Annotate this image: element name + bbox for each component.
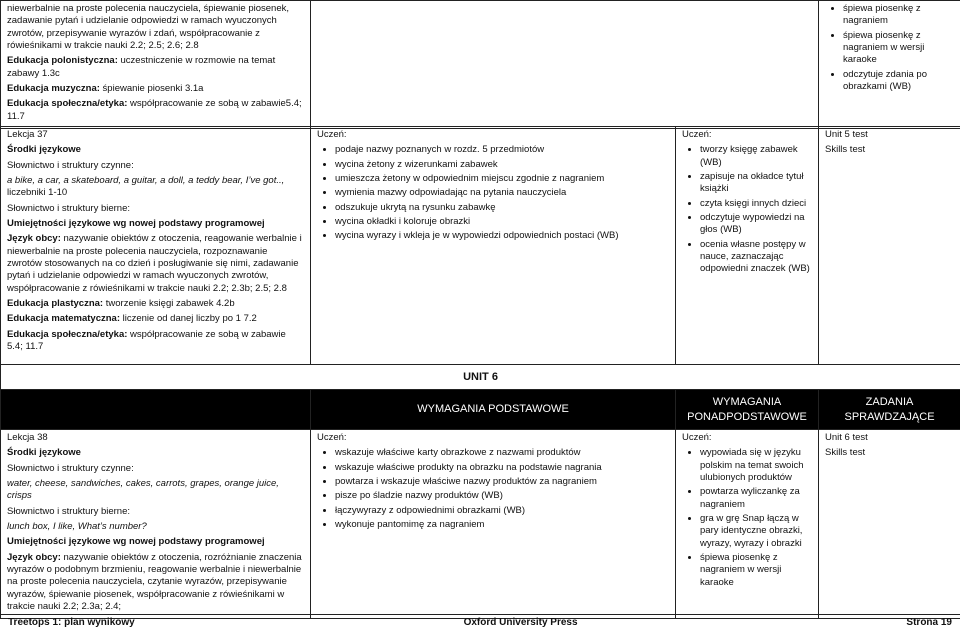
lesson38-ponad-list [682, 447, 812, 589]
list-item: • ocenia własne postępy w nauce, zaznaczając odpowiedni znaczek (WB) [700, 239, 812, 276]
lesson37-matematyczna: Edukacja matematyczna: liczenie od danej liczby po 1 7.2 [7, 313, 257, 325]
list-item: • wycina żetony z wizerunkami zabawek [335, 159, 669, 171]
page-footer [0, 614, 960, 630]
top-edu-muzyczna: Edukacja muzyczna: śpiewanie piosenki 3.1a [7, 83, 204, 95]
top-ponad-list [825, 3, 954, 93]
lesson38-title: Lekcja 38 [7, 432, 48, 443]
list-item: • umieszcza żetony w odpowiednim miejscu zgodnie z nagraniem [335, 173, 669, 185]
list-item: • odczytuje wypowiedzi na głos (WB) [700, 212, 812, 237]
list-item: • wycina wyrazy i wkleja je w wypowiedzi odpowiednich postaci (WB) [335, 230, 669, 242]
list-item: • wycina okładki i koloruje obrazki [335, 216, 669, 228]
list-item: • podaje nazwy poznanych w rozdz. 5 przedmiotów [335, 144, 669, 156]
lesson37-title: Lekcja 37 [7, 129, 48, 140]
lesson37-czynne-label: Słownictwo i struktury czynne: [7, 159, 134, 171]
lesson38-table [0, 429, 960, 619]
footer-right: Strona 19 [906, 617, 952, 628]
lesson37-bierne-label: Słownictwo i struktury bierne: [7, 202, 131, 214]
lesson38-podstawowe-list [317, 447, 669, 531]
lesson38-uczen2-label: Uczeń: [682, 432, 712, 443]
list-item: • wykonuje pantomimę za nagraniem [335, 519, 669, 531]
list-item: • powtarza i wskazuje właściwe nazwy produktów za nagraniem [335, 476, 669, 488]
list-item: • gra w grę Snap łączą w pary identyczne obrazki, wyrazy, wyrazy i obrazki [700, 513, 812, 550]
lesson37-ponad-cell [676, 127, 819, 365]
lesson38-zadanie: Unit 6 test [825, 432, 868, 443]
lesson37-uczen-label: Uczeń: [317, 129, 347, 140]
lesson37-zadanie: Unit 5 test [825, 129, 868, 140]
list-item: • śpiewa piosenkę z nagraniem w wersji karaoke [700, 552, 812, 589]
list-item: • wskazuje właściwe produkty na obrazku na podstawie nagrania [335, 462, 669, 474]
list-item: • śpiewa piosenkę z nagraniem w wersji karaoke [843, 30, 954, 67]
footer-center: Oxford University Press [463, 617, 578, 628]
list-item: • pisze po śladzie nazwy produktów (WB) [335, 490, 669, 502]
list-item: • wypowiada się w języku polskim na temat swoich ulubionych produktów [700, 447, 812, 484]
top-continuation-table [0, 0, 960, 129]
list-item: • powtarza wyliczankę za nagraniem [700, 486, 812, 511]
lesson37-zadania-cell [819, 127, 960, 365]
list-item: • tworzy księgę zabawek (WB) [700, 144, 812, 169]
lesson38-czynne-text: water, cheese, sandwiches, cakes, carrots, grapes, orange juice, crisps [7, 478, 279, 502]
header-zadania: ZADANIA SPRAWDZAJĄCE [819, 390, 960, 430]
list-item: • odczytuje zdania po obrazkami (WB) [843, 69, 954, 94]
list-item: • łączywyrazy z odpowiednimi obrazkami (WB) [335, 505, 669, 517]
unit-title: UNIT 6 [1, 365, 960, 390]
lesson37-podstawowe-cell [311, 127, 676, 365]
lesson37-table [0, 126, 960, 365]
lesson38-srodki: Środki językowe [7, 447, 81, 459]
list-item: • odszukuje ukrytą na rysunku zabawkę [335, 202, 669, 214]
lesson38-jezyk: Język obcy: nazywanie obiektów z otoczenia, rozróżnianie znaczenia wyrazów o podobnym brzmieniu, reagowanie werbalnie i niewerbalnie na proste polecenia nauczyciela, czytanie wyrazów, przepisywanie wyrazów, śpiewanie piosenek, współpracowanie z rówieśnikami w trakcie nauki 2.2; 2.3a; 2.4; [7, 551, 302, 613]
lesson38-ponad-cell [676, 430, 819, 619]
list-item: • zapisuje na okładce tytuł książki [700, 171, 812, 196]
lesson38-uczen-label: Uczeń: [317, 432, 347, 443]
lesson38-bierne-label: Słownictwo i struktury bierne: [7, 505, 131, 517]
lesson37-zadanie: Skills test [825, 144, 866, 156]
lesson37-umiejetnosci: Umiejętności językowe wg nowej podstawy programowej [7, 218, 265, 230]
lesson37-srodki: Środki językowe [7, 144, 81, 156]
lesson38-umiejetnosci: Umiejętności językowe wg nowej podstawy programowej [7, 536, 265, 548]
header-empty-cell [1, 390, 311, 430]
lesson37-czynne-text: a bike, a car, a skateboard, a guitar, a doll, a teddy bear, I’ve got.., liczebniki 1-10 [7, 175, 285, 199]
list-item: • czyta księgi innych dzieci [700, 198, 812, 210]
lesson38-zadania-cell [819, 430, 960, 619]
header-podstawowe: WYMAGANIA PODSTAWOWE [311, 390, 676, 430]
lesson37-content-cell [1, 127, 311, 365]
lesson38-bierne-text: lunch box, I like, What’s number? [7, 521, 147, 533]
lesson37-ponad-list [682, 144, 812, 275]
list-item: • śpiewa piosenkę z nagraniem [843, 3, 954, 28]
lesson37-uczen2-label: Uczeń: [682, 129, 712, 140]
top-edu-polonistyczna: Edukacja polonistyczna: uczestniczenie w rozmowie na temat zabawy 1.3c [7, 55, 276, 79]
lesson38-zadanie: Skills test [825, 447, 866, 459]
lesson37-jezyk: Język obcy: nazywanie obiektów z otoczenia, reagowanie werbalnie i niewerbalnie na proste polecenia nauczyciela, rozpoznawanie zwrotów stosowanych na co dzień i posługiwanie się nimi, zadawanie pytań i udzielanie odpowiedzi w ramach wyuczonych zwrotów, współpracowanie z rówieśnikami w trakcie nauki 2.2; 2.3b; 2.5; 2.8 [7, 233, 302, 294]
top-content-cell [1, 1, 311, 129]
header-ponad: WYMAGANIA PONADPODSTAWOWE [676, 390, 819, 430]
lesson38-czynne-label: Słownictwo i struktury czynne: [7, 462, 134, 474]
lesson37-spoleczna: Edukacja społeczna/etyka: współpracowanie ze sobą w zabawie 5.4; 11.7 [7, 328, 286, 353]
unit-header-table [0, 364, 960, 430]
top-jezyk-continuation: niewerbalnie na proste polecenia nauczyciela, śpiewanie piosenek, zadawanie pytań i udzielanie odpowiedzi w ramach wyuczonych zwrotów, przepisywanie wyrazów i zdań, współpracowanie z rówieśnikami w trakcie nauki 2.2; 2.5; 2.6; 2.8 [7, 3, 290, 52]
top-empty-cell [311, 1, 819, 129]
top-edu-spoleczna: Edukacja społeczna/etyka: współpracowanie ze sobą w zabawie5.4; 11.7 [7, 98, 302, 122]
lesson37-podstawowe-list [317, 144, 669, 242]
lesson38-content-cell [1, 430, 311, 619]
lesson37-plastyczna: Edukacja plastyczna: tworzenie księgi zabawek 4.2b [7, 298, 235, 310]
top-ponad-cell [819, 1, 960, 129]
lesson38-podstawowe-cell [311, 430, 676, 619]
list-item: • wymienia mazwy odpowiadając na pytania nauczyciela [335, 187, 669, 199]
list-item: • wskazuje właściwe karty obrazkowe z nazwami produktów [335, 447, 669, 459]
footer-left: Treetops 1: plan wynikowy [8, 617, 135, 628]
